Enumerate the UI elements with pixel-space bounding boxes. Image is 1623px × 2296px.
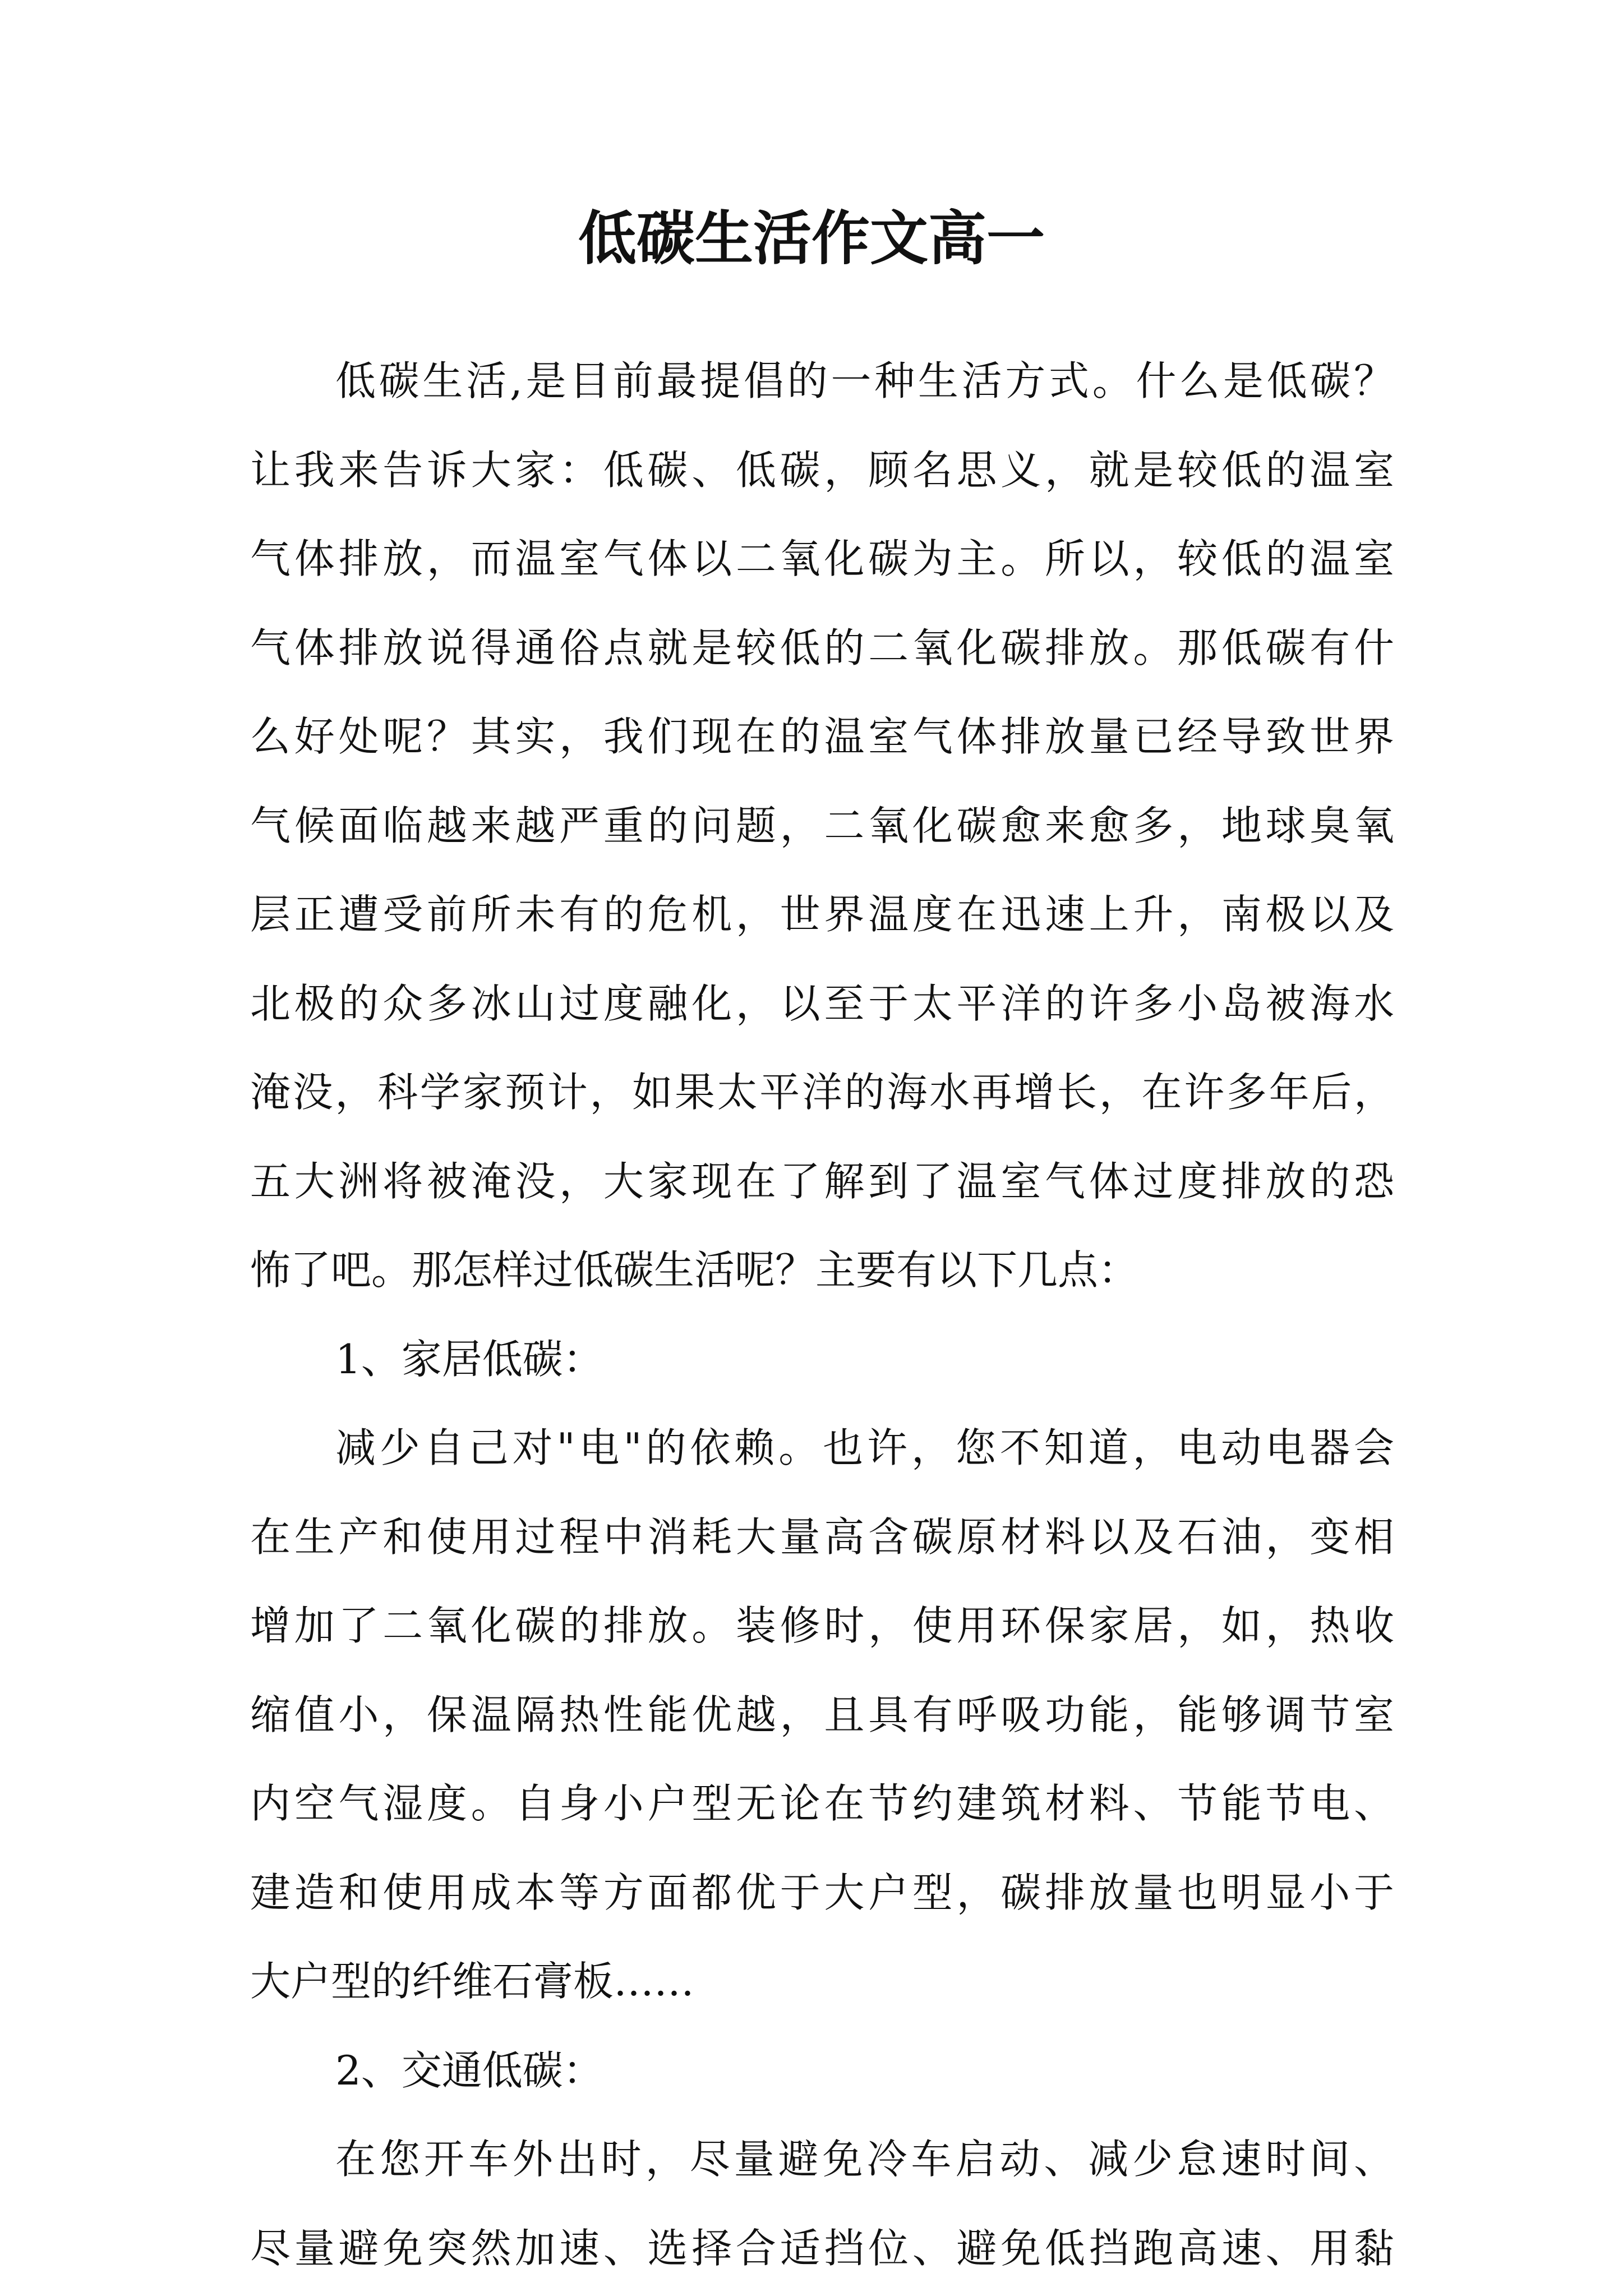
text-line: 减少自己对"电"的依赖。也许，您不知道，电动电器会 [335, 1424, 1394, 1471]
text-line: 北极的众多冰山过度融化，以至于太平洋的许多小岛被海水 [250, 979, 1394, 1027]
text-line: 么好处呢？其实，我们现在的温室气体排放量已经导致世界 [250, 713, 1394, 760]
text-line: 大户型的纤维石膏板…… [250, 1958, 695, 2005]
text-line: 层正遭受前所未有的危机，世界温度在迅速上升，南极以及 [250, 891, 1394, 938]
text-line: 建造和使用成本等方面都优于大户型，碳排放量也明显小于 [250, 1869, 1394, 1916]
text-line: 气候面临越来越严重的问题，二氧化碳愈来愈多，地球臭氧 [250, 802, 1394, 849]
text-line: 怖了吧。那怎样过低碳生活呢？主要有以下几点： [250, 1246, 1139, 1294]
text-line: 五大洲将被淹没，大家现在了解到了温室气体过度排放的恐 [250, 1157, 1394, 1205]
text-line: 内空气湿度。自身小户型无论在节约建筑材料、节能节电、 [250, 1780, 1394, 1827]
text-line: 缩值小，保温隔热性能优越，且具有呼吸功能，能够调节室 [250, 1691, 1394, 1738]
text-line: 尽量避免突然加速、选择合适挡位、避免低挡跑高速、用黏 [250, 2224, 1394, 2272]
text-line: 让我来告诉大家：低碳、低碳，顾名思义，就是较低的温室 [250, 446, 1394, 494]
text-line: 在生产和使用过程中消耗大量高含碳原材料以及石油，变相 [250, 1513, 1394, 1561]
text-line: 低碳生活,是目前最提倡的一种生活方式。什么是低碳？ [335, 357, 1394, 404]
document-body [250, 337, 1394, 2293]
document-title: 低碳生活作文高一 [578, 204, 1045, 273]
text-line: 增加了二氧化碳的排放。装修时，使用环保家居，如，热收 [250, 1602, 1394, 1649]
text-line: 淹没，科学家预计，如果太平洋的海水再增长，在许多年后， [250, 1069, 1394, 1116]
text-line: 气体排放，而温室气体以二氧化碳为主。所以，较低的温室 [250, 535, 1394, 582]
text-line: 1、家居低碳： [335, 1335, 603, 1383]
text-line: 气体排放说得通俗点就是较低的二氧化碳排放。那低碳有什 [250, 624, 1394, 671]
text-line: 2、交通低碳： [335, 2046, 603, 2094]
text-line: 在您开车外出时，尽量避免冷车启动、减少怠速时间、 [335, 2136, 1394, 2183]
